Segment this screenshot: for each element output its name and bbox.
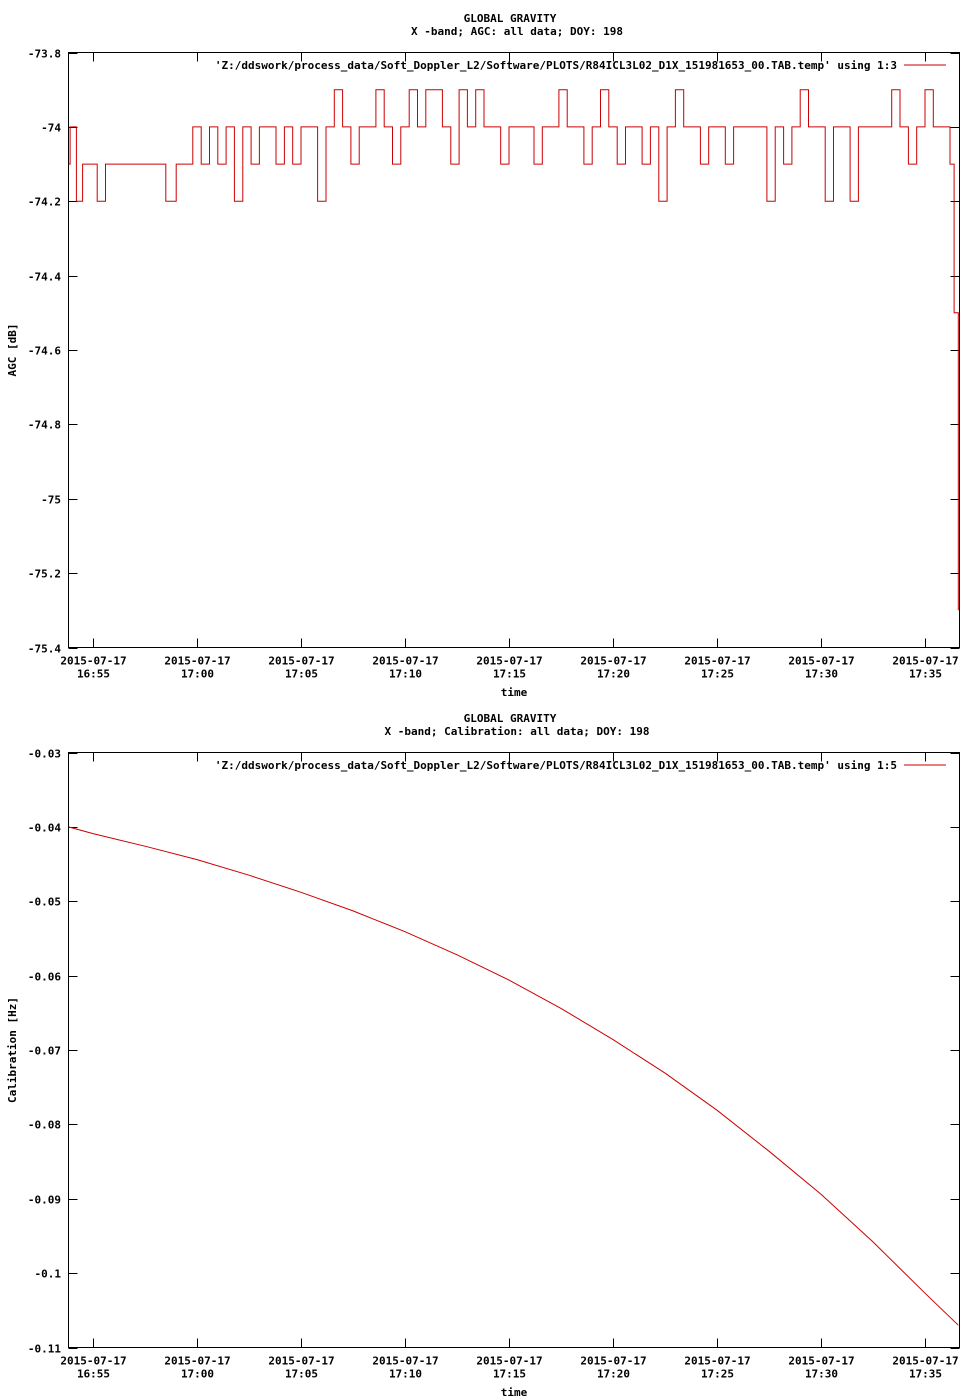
plot-frame <box>69 753 960 1348</box>
x-tick-label: 2015-07-17 <box>60 654 127 668</box>
y-tick-label: -0.03 <box>27 747 61 761</box>
x-tick-label: 16:55 <box>76 1367 111 1381</box>
y-tick-label: -75.2 <box>27 567 61 581</box>
x-tick-label: 2015-07-17 <box>788 654 855 668</box>
chart-subtitle: X -band; Calibration: all data; DOY: 198 <box>384 725 650 738</box>
x-tick-label: 17:25 <box>700 1367 735 1381</box>
chart-title: GLOBAL GRAVITY <box>463 12 557 25</box>
x-tick-label: 2015-07-17 <box>892 1354 959 1368</box>
y-tick-label: -0.04 <box>27 821 61 835</box>
y-tick-label: -74 <box>41 121 61 135</box>
x-tick-label: 17:05 <box>284 667 319 681</box>
x-tick-label: 2015-07-17 <box>476 1354 543 1368</box>
legend <box>215 59 946 72</box>
x-tick-label: 17:00 <box>180 1367 215 1381</box>
x-tick-label: 2015-07-17 <box>580 1354 647 1368</box>
x-tick-label: 17:00 <box>180 667 215 681</box>
x-tick-label: 2015-07-17 <box>788 1354 855 1368</box>
x-tick-label: 2015-07-17 <box>372 1354 439 1368</box>
x-tick-label: 2015-07-17 <box>60 1354 127 1368</box>
y-tick-label: -0.07 <box>27 1044 61 1058</box>
y-axis-label: Calibration [Hz] <box>6 997 19 1103</box>
y-tick-label: -0.05 <box>27 895 61 909</box>
x-tick-label: 17:10 <box>388 667 423 681</box>
x-tick-label: 2015-07-17 <box>476 654 543 668</box>
x-axis-label: time <box>500 686 528 699</box>
chart-title: GLOBAL GRAVITY <box>463 712 557 725</box>
legend-series-label: 'Z:/ddswork/process_data/Soft_Doppler_L2/Software/PLOTS/R84ICL3L02_D1X_151981653_00.TAB.temp' using 1:3 <box>214 59 897 72</box>
x-tick-label: 2015-07-17 <box>372 654 439 668</box>
plot-frame <box>69 53 960 648</box>
x-tick-label: 2015-07-17 <box>164 654 231 668</box>
agc-chart-panel <box>6 12 960 699</box>
x-tick-label: 17:30 <box>804 667 839 681</box>
x-tick-label: 2015-07-17 <box>268 1354 335 1368</box>
calibration-chart-panel <box>6 712 960 1399</box>
legend <box>215 759 946 772</box>
y-tick-label: -0.06 <box>27 970 61 984</box>
y-tick-label: -0.08 <box>27 1118 61 1132</box>
y-tick-label: -74.6 <box>27 344 61 358</box>
y-axis-ticks <box>28 748 960 1356</box>
x-tick-label: 17:35 <box>908 667 943 681</box>
x-tick-label: 17:15 <box>492 1367 527 1381</box>
y-tick-label: -73.8 <box>27 47 61 61</box>
x-axis-ticks <box>60 753 958 1381</box>
x-tick-label: 17:10 <box>388 1367 423 1381</box>
x-tick-label: 17:30 <box>804 1367 839 1381</box>
x-tick-label: 2015-07-17 <box>892 654 959 668</box>
y-axis-ticks <box>28 48 960 656</box>
x-axis-label: time <box>500 1386 528 1399</box>
y-tick-label: -0.09 <box>27 1193 61 1207</box>
x-tick-label: 2015-07-17 <box>684 1354 751 1368</box>
x-tick-label: 17:20 <box>596 1367 631 1381</box>
y-tick-label: -74.8 <box>27 418 61 432</box>
x-tick-label: 17:35 <box>908 1367 943 1381</box>
x-tick-label: 17:25 <box>700 667 735 681</box>
x-tick-label: 17:20 <box>596 667 631 681</box>
x-tick-label: 2015-07-17 <box>580 654 647 668</box>
calibration-series-line <box>69 827 959 1325</box>
agc-series-line <box>69 90 959 611</box>
legend-series-label: 'Z:/ddswork/process_data/Soft_Doppler_L2/Software/PLOTS/R84ICL3L02_D1X_151981653_00.TAB.temp' using 1:5 <box>214 759 897 772</box>
x-tick-label: 2015-07-17 <box>268 654 335 668</box>
x-tick-label: 2015-07-17 <box>164 1354 231 1368</box>
x-tick-label: 17:15 <box>492 667 527 681</box>
x-tick-label: 17:05 <box>284 1367 319 1381</box>
y-tick-label: -74.2 <box>27 195 61 209</box>
x-tick-label: 2015-07-17 <box>684 654 751 668</box>
y-tick-label: -75.4 <box>27 642 61 656</box>
y-tick-label: -74.4 <box>27 270 61 284</box>
y-tick-label: -0.11 <box>27 1342 61 1356</box>
y-tick-label: -0.1 <box>34 1267 61 1281</box>
chart-subtitle: X -band; AGC: all data; DOY: 198 <box>411 25 623 38</box>
y-axis-label: AGC [dB] <box>6 323 19 377</box>
y-tick-label: -75 <box>41 493 61 507</box>
x-tick-label: 16:55 <box>76 667 111 681</box>
